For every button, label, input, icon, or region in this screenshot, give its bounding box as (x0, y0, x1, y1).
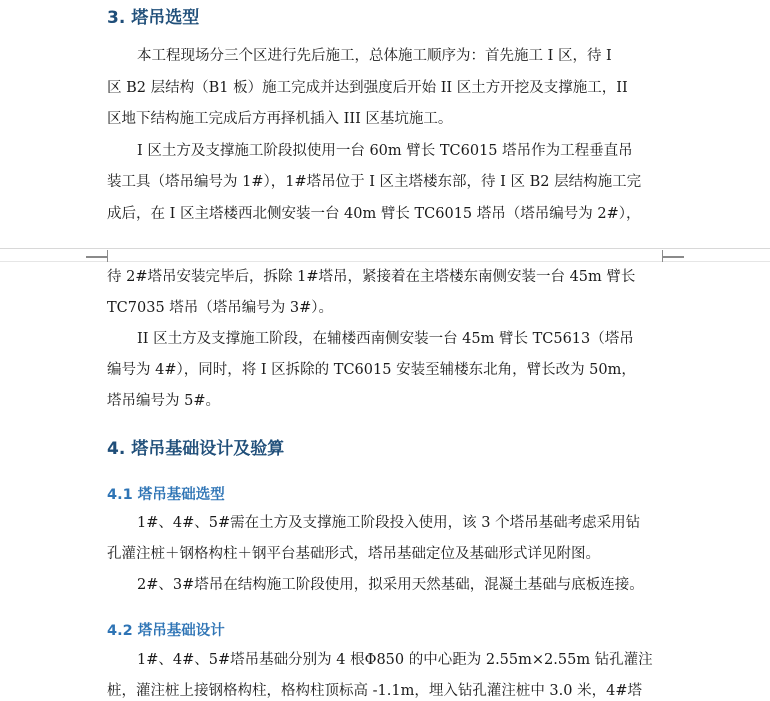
paragraph-line: 桩，灌注桩上接钢格构柱，格构柱顶标高 -1.1m，埋入钻孔灌注桩中 3.0 米，4#塔 (107, 683, 642, 699)
paragraph-line: TC7035 塔吊（塔吊编号为 3#）。 (107, 300, 334, 316)
paragraph-line: 待 2#塔吊安装完毕后，拆除 1#塔吊，紧接着在主塔楼东南侧安装一台 45m 臂长 (107, 269, 636, 285)
paragraph-line: 区 B2 层结构（B1 板）施工完成并达到强度后开始 II 区土方开挖及支撑施工，II (107, 80, 628, 96)
paragraph-line: 1#、4#、5#塔吊基础分别为 4 根Φ850 的中心距为 2.55m×2.55m 钻孔灌注 (137, 652, 653, 668)
paragraph-line: 2#、3#塔吊在结构施工阶段使用，拟采用天然基础，混凝土基础与底板连接。 (137, 577, 644, 593)
paragraph-line: 1#、4#、5#需在土方及支撑施工阶段投入使用，该 3 个塔吊基础考虑采用钻 (137, 515, 641, 531)
section-heading-4: 4. 塔吊基础设计及验算 (107, 439, 285, 459)
paragraph-line: I 区土方及支撑施工阶段拟使用一台 60m 臂长 TC6015 塔吊作为工程垂直吊 (137, 143, 633, 159)
document-page-1 (0, 0, 770, 248)
paragraph-line: 编号为 4#），同时，将 I 区拆除的 TC6015 安装至辅楼东北角，臂长改为 50m， (107, 362, 636, 378)
paragraph-line: 区地下结构施工完成后方再择机插入 III 区基坑施工。 (107, 111, 453, 127)
section-heading-3: 3. 塔吊选型 (107, 8, 200, 28)
paragraph-line: 本工程现场分三个区进行先后施工，总体施工顺序为：首先施工 I 区，待 I (137, 48, 612, 64)
paragraph-line: II 区土方及支撑施工阶段，在辅楼西南侧安装一台 45m 臂长 TC5613（塔吊 (137, 331, 634, 347)
paragraph-line: 装工具（塔吊编号为 1#），1#塔吊位于 I 区主塔楼东部，待 I 区 B2 层结构施工完 (107, 174, 642, 190)
paragraph-line: 成后，在 I 区主塔楼西北侧安装一台 40m 臂长 TC6015 塔吊（塔吊编号为 2#）， (107, 206, 641, 222)
paragraph-line: 孔灌注桩＋钢格构柱＋钢平台基础形式，塔吊基础定位及基础形式详见附图。 (107, 546, 600, 562)
section-heading-4-2: 4.2 塔吊基础设计 (107, 623, 225, 639)
section-heading-4-1: 4.1 塔吊基础选型 (107, 487, 225, 503)
page-break (0, 248, 770, 262)
paragraph-line: 塔吊编号为 5#。 (107, 393, 220, 409)
document-page-2 (0, 262, 770, 699)
